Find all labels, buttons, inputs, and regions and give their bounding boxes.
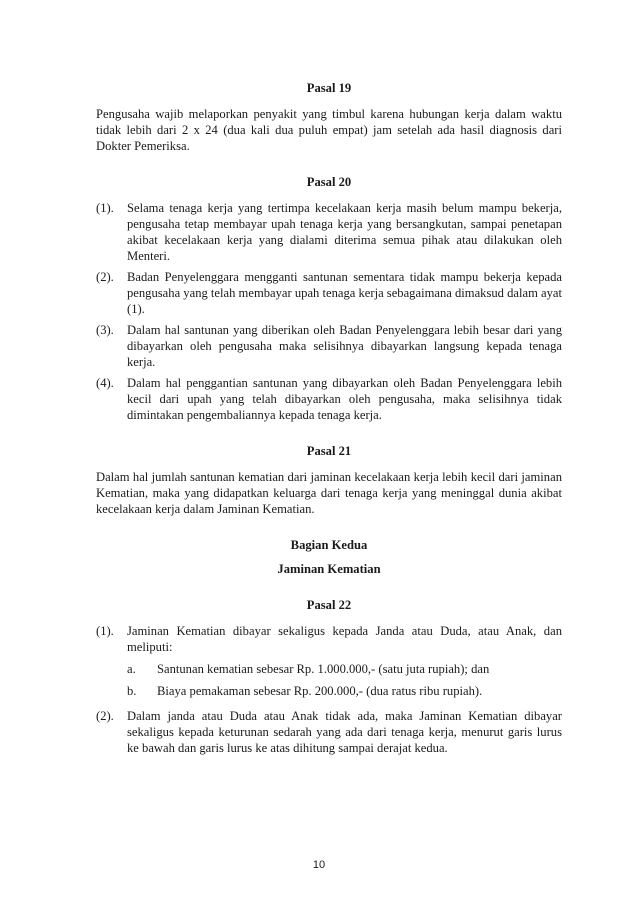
sub-item-letter: b. <box>127 684 137 698</box>
bagian-subtitle: Jaminan Kematian <box>277 562 381 576</box>
bagian-kedua-section <box>96 537 562 577</box>
sub-item-b <box>127 683 562 699</box>
pasal-20-item-3 <box>96 322 562 370</box>
item-text: Jaminan Kematian dibayar sekaligus kepada Janda atau Duda, atau Anak, dan meliputi: <box>127 624 562 654</box>
pasal-19-text: Pengusaha wajib melaporkan penyakit yang timbul karena hubungan kerja dalam waktu tidak lebih dari 2 x 24 (dua kali dua puluh empat) jam setelah ada hasil diagnosis dari Dokter Pemeriksa. <box>96 107 562 153</box>
item-number: (3). <box>96 323 114 337</box>
sub-item-text: Biaya pemakaman sebesar Rp. 200.000,- (dua ratus ribu rupiah). <box>157 684 483 698</box>
page-number: 10 <box>312 859 326 871</box>
item-number: (2). <box>96 270 114 284</box>
pasal-20-section <box>96 174 562 423</box>
pasal-20-title: Pasal 20 <box>306 175 352 189</box>
item-number: (4). <box>96 376 114 390</box>
pasal-19-title: Pasal 19 <box>306 81 352 95</box>
pasal-21-section <box>96 443 562 517</box>
pasal-22-section <box>96 597 562 756</box>
pasal-20-item-4 <box>96 375 562 423</box>
pasal-21-text: Dalam hal jumlah santunan kematian dari jaminan kecelakaan kerja lebih kecil dari jaminan Kematian, maka yang didapatkan keluarga dari tenaga kerja yang meninggal dunia akibat kecelakaan kerja dalam Jaminan Kematian. <box>96 470 562 516</box>
pasal-22-title: Pasal 22 <box>306 598 352 612</box>
pasal-20-item-2 <box>96 269 562 317</box>
item-text: Dalam hal santunan yang diberikan oleh Badan Penyelenggara lebih besar dari yang dibayarkan oleh pengusaha maka selisihnya dibayarkan langsung kepada tenaga kerja. <box>127 323 562 369</box>
document-page <box>96 80 562 776</box>
item-body <box>127 623 562 703</box>
pasal-22-item-2 <box>96 708 562 756</box>
item-number: (1). <box>96 201 114 215</box>
sub-item-text: Santunan kematian sebesar Rp. 1.000.000,- (satu juta rupiah); dan <box>157 662 490 676</box>
pasal-22-item-1 <box>96 623 562 703</box>
sub-item-a <box>127 661 562 677</box>
item-number: (1). <box>96 624 114 638</box>
pasal-20-item-1 <box>96 200 562 264</box>
sub-item-letter: a. <box>127 662 136 676</box>
item-text: Badan Penyelenggara mengganti santunan sementara tidak mampu bekerja kepada pengusaha yang telah membayar upah tenaga kerja sebagaimana dimaksud dalam ayat (1). <box>127 270 563 316</box>
pasal-19-section <box>96 80 562 154</box>
bagian-title: Bagian Kedua <box>290 538 368 552</box>
item-text: Dalam janda atau Duda atau Anak tidak ada, maka Jaminan Kematian dibayar sekaligus kepada keturunan sedarah yang ada dari tenaga kerja, menurut garis lurus ke bawah dan garis lurus ke atas dihitung sampai derajat kedua. <box>127 709 562 755</box>
pasal-21-title: Pasal 21 <box>306 444 352 458</box>
item-text: Selama tenaga kerja yang tertimpa kecelakaan kerja masih belum mampu bekerja, pengusaha tetap membayar upah tenaga kerja yang bersangkutan, sampai penetapan akibat kecelakaan kerja yang dialami diterima semua pihak atau dilakukan oleh Menteri. <box>127 201 562 263</box>
item-text: Dalam hal penggantian santunan yang dibayarkan oleh Badan Penyelenggara lebih kecil dari upah yang telah dibayarkan oleh pengusaha, maka selisihnya tidak dimintakan pengembaliannya kepada tenaga kerja. <box>127 376 562 422</box>
item-number: (2). <box>96 709 114 723</box>
